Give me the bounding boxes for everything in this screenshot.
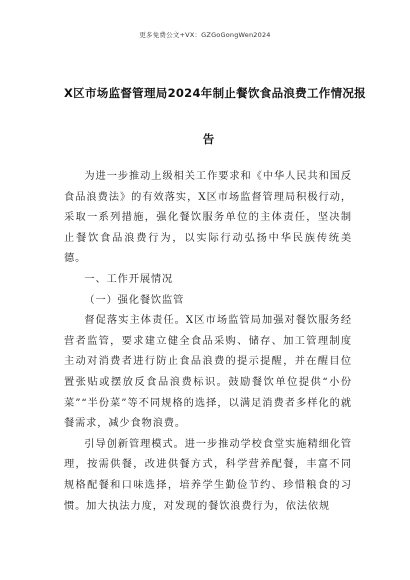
subsection-heading: （一）强化餐饮监管 xyxy=(84,294,185,306)
section-heading: 一、工作开展情况 xyxy=(84,273,174,285)
document-title xyxy=(64,70,366,162)
body-paragraph-1: 督促落实主体责任。X区市场监管局加强对餐饮服务经营者监管，要求建立健全食品采购、储存、加工管理制度主动对消费者进行防止食品浪费的提示提醒，并在醒目位置张贴或摆放反食品浪费标识。鼓励餐饮单位提供“小份菜”“半份菜”等不同规格的选择，以满足消费者多样化的就餐需求，减少食物浪费。 xyxy=(64,315,352,430)
title-line-1: X区市场监督管理局2024年制止餐饮食品浪费工作情况报 xyxy=(64,86,366,100)
body-paragraph-2: 引导创新管理模式。进一步推动学校食堂实施精细化管理，按需供餐，改进供餐方式，科学营养配餐，丰富不同规格配餐和口味选择，培养学生勤俭节约、珍惜粮食的习惯。加大执法力度，对发现的餐饮浪费行为，依法依规 xyxy=(64,438,352,512)
header-note: 更多免费公文+VX：GZGoGongWen2024 xyxy=(139,31,271,39)
document-body xyxy=(64,167,352,517)
title-line-2: 告 xyxy=(202,132,216,146)
intro-paragraph: 为进一步推动上级相关工作要求和《中华人民共和国反食品浪费法》的有效落实，X区市场监督管理局积极行动，采取一系列措施，强化餐饮服务单位的主体责任，坚决制止餐饮食品浪费行为，以实际行动弘扬中华民族传统美德。 xyxy=(64,171,352,265)
